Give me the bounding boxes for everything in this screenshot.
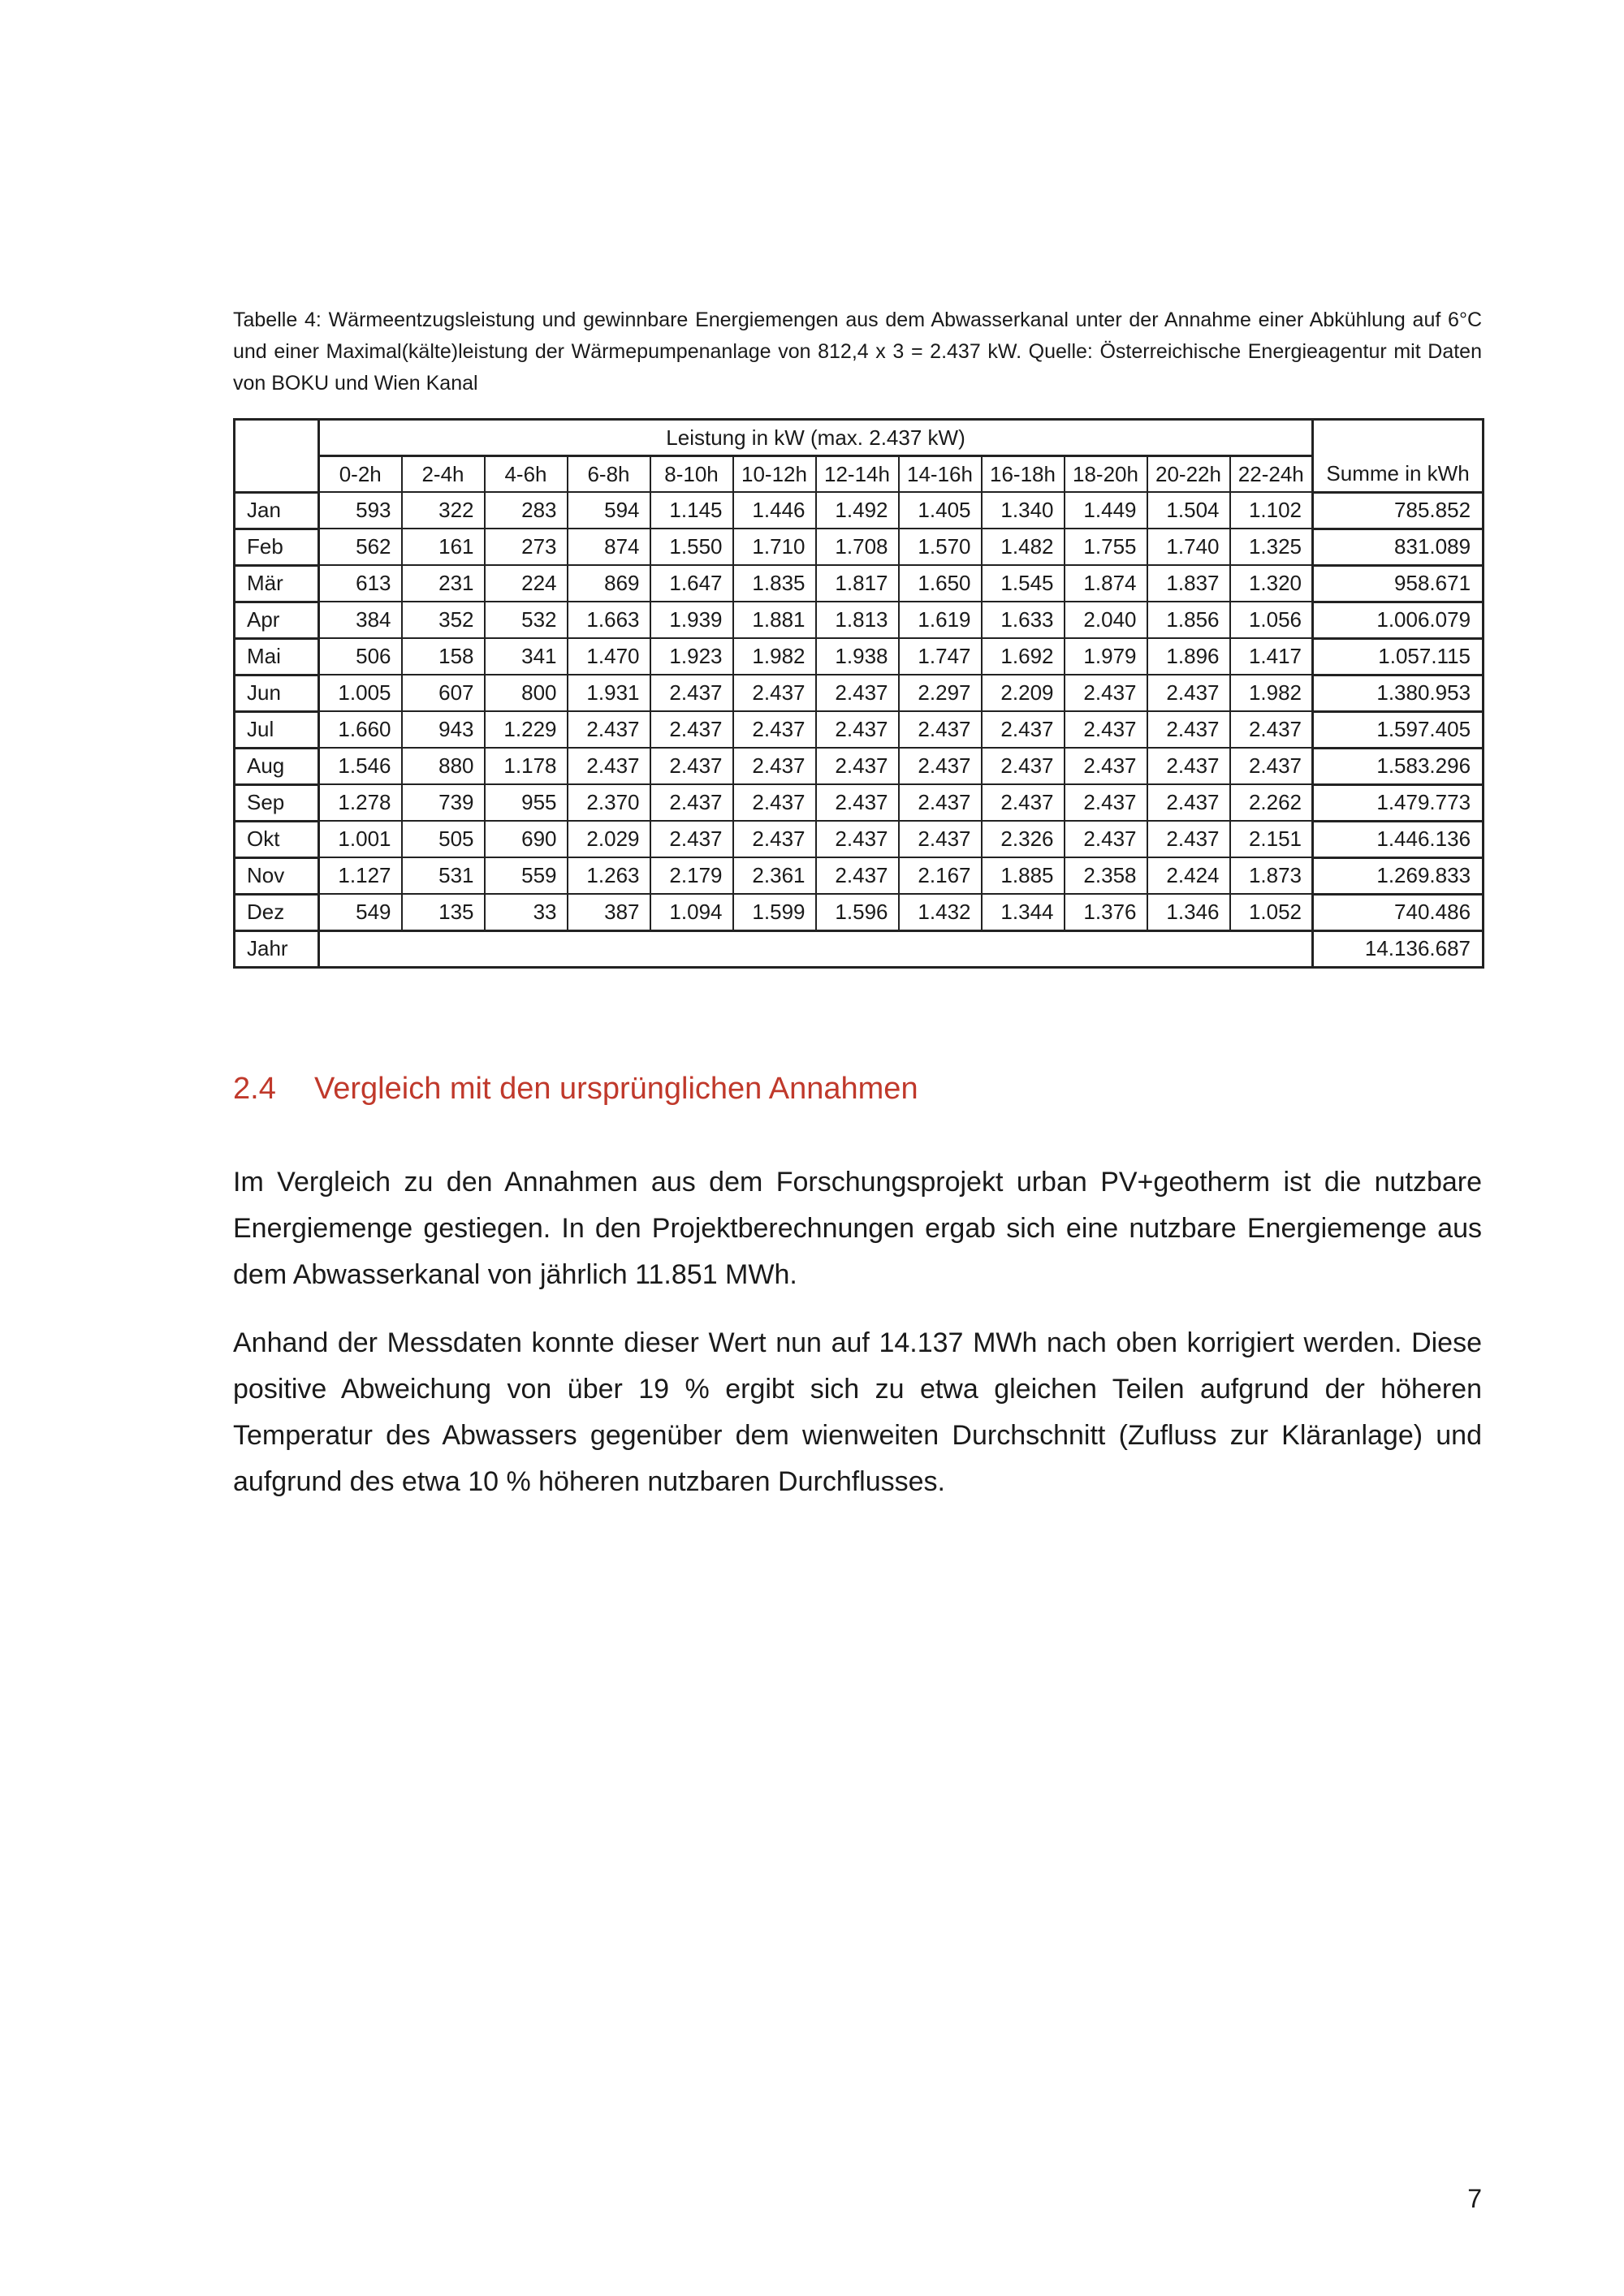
value-cell: 1.982: [733, 638, 816, 675]
sum-cell: 1.057.115: [1313, 638, 1484, 675]
value-cell: 2.437: [733, 711, 816, 748]
paragraph: Im Vergleich zu den Annahmen aus dem Forschungsprojekt urban PV+geotherm ist die nutzbare Energiemenge gestiegen. In den Projektberechnungen ergab sich eine nutzbare Energiemenge aus dem Abwasserkanal von jährlich 11.851 MWh.: [233, 1167, 1482, 1290]
value-cell: 1.939: [650, 602, 733, 638]
value-cell: 2.437: [650, 821, 733, 857]
value-cell: 1.432: [899, 894, 982, 930]
column-header: 22-24h: [1230, 456, 1313, 493]
value-cell: 2.437: [816, 675, 899, 711]
value-cell: 322: [402, 492, 485, 529]
value-cell: 1.376: [1065, 894, 1147, 930]
value-cell: 2.437: [1065, 748, 1147, 784]
value-cell: 1.873: [1230, 857, 1313, 894]
value-cell: 1.835: [733, 565, 816, 602]
value-cell: 2.437: [816, 748, 899, 784]
value-cell: 1.340: [982, 492, 1065, 529]
value-cell: 2.437: [1230, 711, 1313, 748]
value-cell: 2.370: [568, 784, 650, 821]
column-header: 0-2h: [319, 456, 402, 493]
value-cell: 2.437: [1065, 675, 1147, 711]
value-cell: 1.145: [650, 492, 733, 529]
value-cell: 2.358: [1065, 857, 1147, 894]
table-row: [235, 857, 1484, 894]
value-cell: 2.167: [899, 857, 982, 894]
value-cell: 2.437: [1147, 821, 1230, 857]
value-cell: 1.647: [650, 565, 733, 602]
value-cell: 739: [402, 784, 485, 821]
total-row: [235, 930, 1484, 967]
value-cell: 161: [402, 529, 485, 565]
value-cell: 2.437: [982, 748, 1065, 784]
value-cell: 1.001: [319, 821, 402, 857]
sum-cell: 1.597.405: [1313, 711, 1484, 748]
value-cell: 1.660: [319, 711, 402, 748]
table-row: [235, 784, 1484, 821]
value-cell: 387: [568, 894, 650, 930]
column-header-row: [235, 456, 1484, 493]
value-cell: 1.885: [982, 857, 1065, 894]
month-label: Aug: [235, 748, 319, 784]
month-label: Apr: [235, 602, 319, 638]
value-cell: 532: [485, 602, 568, 638]
value-cell: 2.262: [1230, 784, 1313, 821]
value-cell: 2.437: [1230, 748, 1313, 784]
value-cell: 2.437: [568, 748, 650, 784]
value-cell: 1.504: [1147, 492, 1230, 529]
table-row: [235, 711, 1484, 748]
value-cell: 607: [402, 675, 485, 711]
value-cell: 1.005: [319, 675, 402, 711]
value-cell: 1.708: [816, 529, 899, 565]
column-header: 14-16h: [899, 456, 982, 493]
value-cell: 2.029: [568, 821, 650, 857]
value-cell: 1.405: [899, 492, 982, 529]
column-header: 18-20h: [1065, 456, 1147, 493]
value-cell: 2.437: [733, 821, 816, 857]
value-cell: 231: [402, 565, 485, 602]
value-cell: 1.278: [319, 784, 402, 821]
value-cell: 594: [568, 492, 650, 529]
column-header: 8-10h: [650, 456, 733, 493]
sum-cell: 1.380.953: [1313, 675, 1484, 711]
value-cell: 2.437: [816, 857, 899, 894]
value-cell: 1.102: [1230, 492, 1313, 529]
value-cell: 2.326: [982, 821, 1065, 857]
month-label: Jun: [235, 675, 319, 711]
value-cell: 2.437: [982, 784, 1065, 821]
value-cell: 1.710: [733, 529, 816, 565]
value-cell: 1.449: [1065, 492, 1147, 529]
value-cell: 1.881: [733, 602, 816, 638]
value-cell: 273: [485, 529, 568, 565]
energy-table: [233, 418, 1484, 969]
value-cell: 549: [319, 894, 402, 930]
sum-header-top: [1313, 420, 1484, 456]
value-cell: 2.437: [650, 748, 733, 784]
value-cell: 33: [485, 894, 568, 930]
month-label: Jan: [235, 492, 319, 529]
value-cell: 1.127: [319, 857, 402, 894]
value-cell: 2.209: [982, 675, 1065, 711]
value-cell: 1.482: [982, 529, 1065, 565]
month-label: Dez: [235, 894, 319, 930]
sum-cell: 958.671: [1313, 565, 1484, 602]
value-cell: 1.856: [1147, 602, 1230, 638]
value-cell: 352: [402, 602, 485, 638]
value-cell: 1.896: [1147, 638, 1230, 675]
value-cell: 1.546: [319, 748, 402, 784]
value-cell: 1.344: [982, 894, 1065, 930]
value-cell: 2.151: [1230, 821, 1313, 857]
value-cell: 2.437: [816, 711, 899, 748]
sum-cell: 1.479.773: [1313, 784, 1484, 821]
value-cell: 1.599: [733, 894, 816, 930]
table-row: [235, 894, 1484, 930]
table-row: [235, 748, 1484, 784]
value-cell: 1.470: [568, 638, 650, 675]
value-cell: 2.437: [733, 748, 816, 784]
value-cell: 2.437: [1147, 675, 1230, 711]
value-cell: 2.437: [733, 675, 816, 711]
value-cell: 1.178: [485, 748, 568, 784]
table-row: [235, 602, 1484, 638]
value-cell: 2.437: [816, 821, 899, 857]
table-caption: Tabelle 4: Wärmeentzugsleistung und gewinnbare Energiemengen aus dem Abwasserkanal unter der Annahme einer Abkühlung auf 6°C und einer Maximal(kälte)leistung der Wärmepumpenanlage von 812,4 x 3 = 2.437 kW. Quelle: Österreichische Energieagentur mit Daten von BOKU und Wien Kanal: [233, 309, 1482, 395]
sum-cell: 831.089: [1313, 529, 1484, 565]
value-cell: 384: [319, 602, 402, 638]
column-header: 16-18h: [982, 456, 1065, 493]
value-cell: 505: [402, 821, 485, 857]
value-cell: 2.437: [1147, 748, 1230, 784]
value-cell: 2.437: [1147, 784, 1230, 821]
value-cell: 2.437: [1065, 784, 1147, 821]
month-label: Mai: [235, 638, 319, 675]
value-cell: 2.437: [1065, 821, 1147, 857]
value-cell: 1.938: [816, 638, 899, 675]
sum-cell: 1.446.136: [1313, 821, 1484, 857]
value-cell: 593: [319, 492, 402, 529]
value-cell: 943: [402, 711, 485, 748]
month-label: Okt: [235, 821, 319, 857]
value-cell: 1.692: [982, 638, 1065, 675]
value-cell: 1.056: [1230, 602, 1313, 638]
page-number: 7: [1467, 2184, 1482, 2213]
value-cell: 2.437: [816, 784, 899, 821]
value-cell: 1.663: [568, 602, 650, 638]
column-header: 6-8h: [568, 456, 650, 493]
value-cell: 874: [568, 529, 650, 565]
column-header: 12-14h: [816, 456, 899, 493]
table-row: [235, 638, 1484, 675]
value-cell: 506: [319, 638, 402, 675]
column-header: 10-12h: [733, 456, 816, 493]
table-body: [235, 492, 1484, 967]
corner-cell: [235, 420, 319, 493]
total-sum: 14.136.687: [1313, 930, 1484, 967]
section-title: Vergleich mit den ursprünglichen Annahmen: [314, 1072, 918, 1106]
month-label: Sep: [235, 784, 319, 821]
table-row: [235, 492, 1484, 529]
super-header: Leistung in kW (max. 2.437 kW): [319, 420, 1313, 456]
table-row: [235, 565, 1484, 602]
sum-cell: 1.583.296: [1313, 748, 1484, 784]
value-cell: 1.740: [1147, 529, 1230, 565]
month-label: Mär: [235, 565, 319, 602]
column-header: 2-4h: [402, 456, 485, 493]
sum-cell: 1.006.079: [1313, 602, 1484, 638]
value-cell: 1.747: [899, 638, 982, 675]
value-cell: 562: [319, 529, 402, 565]
value-cell: 800: [485, 675, 568, 711]
value-cell: 1.229: [485, 711, 568, 748]
value-cell: 1.837: [1147, 565, 1230, 602]
value-cell: 2.424: [1147, 857, 1230, 894]
value-cell: 1.492: [816, 492, 899, 529]
value-cell: 1.263: [568, 857, 650, 894]
month-label: Nov: [235, 857, 319, 894]
value-cell: 2.437: [899, 711, 982, 748]
total-label: Jahr: [235, 930, 319, 967]
value-cell: 1.446: [733, 492, 816, 529]
total-empty-cell: [319, 930, 1313, 967]
value-cell: 1.346: [1147, 894, 1230, 930]
value-cell: 1.755: [1065, 529, 1147, 565]
sum-cell: 1.269.833: [1313, 857, 1484, 894]
value-cell: 955: [485, 784, 568, 821]
value-cell: 1.817: [816, 565, 899, 602]
value-cell: 531: [402, 857, 485, 894]
value-cell: 2.437: [982, 711, 1065, 748]
value-cell: 1.550: [650, 529, 733, 565]
value-cell: 2.437: [899, 748, 982, 784]
value-cell: 1.320: [1230, 565, 1313, 602]
value-cell: 613: [319, 565, 402, 602]
sum-header: Summe in kWh: [1313, 456, 1484, 493]
value-cell: 224: [485, 565, 568, 602]
value-cell: 1.596: [816, 894, 899, 930]
value-cell: 1.417: [1230, 638, 1313, 675]
column-header: 20-22h: [1147, 456, 1230, 493]
value-cell: 2.437: [568, 711, 650, 748]
month-label: Feb: [235, 529, 319, 565]
value-cell: 158: [402, 638, 485, 675]
value-cell: 135: [402, 894, 485, 930]
paragraph: Anhand der Messdaten konnte dieser Wert nun auf 14.137 MWh nach oben korrigiert werden. Diese positive Abweichung von über 19 % ergibt sich zu etwa gleichen Teilen aufgrund der höheren Temperatur des Abwassers gegenüber dem wienweiten Durchschnitt (Zufluss zur Kläranlage) und aufgrund des etwa 10 % höheren nutzbaren Durchflusses.: [233, 1327, 1482, 1497]
value-cell: 1.650: [899, 565, 982, 602]
value-cell: 1.619: [899, 602, 982, 638]
value-cell: 1.570: [899, 529, 982, 565]
value-cell: 1.325: [1230, 529, 1313, 565]
value-cell: 880: [402, 748, 485, 784]
value-cell: 2.437: [899, 821, 982, 857]
value-cell: 1.923: [650, 638, 733, 675]
table-row: [235, 821, 1484, 857]
table-row: [235, 675, 1484, 711]
value-cell: 869: [568, 565, 650, 602]
section-number: 2.4: [233, 1072, 276, 1106]
value-cell: 2.297: [899, 675, 982, 711]
value-cell: 1.979: [1065, 638, 1147, 675]
value-cell: 2.179: [650, 857, 733, 894]
value-cell: 690: [485, 821, 568, 857]
value-cell: 2.437: [733, 784, 816, 821]
value-cell: 1.874: [1065, 565, 1147, 602]
value-cell: 283: [485, 492, 568, 529]
column-header: 4-6h: [485, 456, 568, 493]
value-cell: 2.437: [1065, 711, 1147, 748]
value-cell: 2.437: [650, 675, 733, 711]
value-cell: 2.040: [1065, 602, 1147, 638]
value-cell: 2.437: [650, 784, 733, 821]
sum-cell: 740.486: [1313, 894, 1484, 930]
value-cell: 2.437: [899, 784, 982, 821]
sum-cell: 785.852: [1313, 492, 1484, 529]
value-cell: 1.931: [568, 675, 650, 711]
value-cell: 1.052: [1230, 894, 1313, 930]
value-cell: 2.437: [650, 711, 733, 748]
month-label: Jul: [235, 711, 319, 748]
value-cell: 1.633: [982, 602, 1065, 638]
value-cell: 2.361: [733, 857, 816, 894]
value-cell: 2.437: [1147, 711, 1230, 748]
value-cell: 559: [485, 857, 568, 894]
value-cell: 1.982: [1230, 675, 1313, 711]
table-row: [235, 529, 1484, 565]
section-heading: [233, 1072, 918, 1107]
value-cell: 341: [485, 638, 568, 675]
value-cell: 1.813: [816, 602, 899, 638]
value-cell: 1.094: [650, 894, 733, 930]
value-cell: 1.545: [982, 565, 1065, 602]
